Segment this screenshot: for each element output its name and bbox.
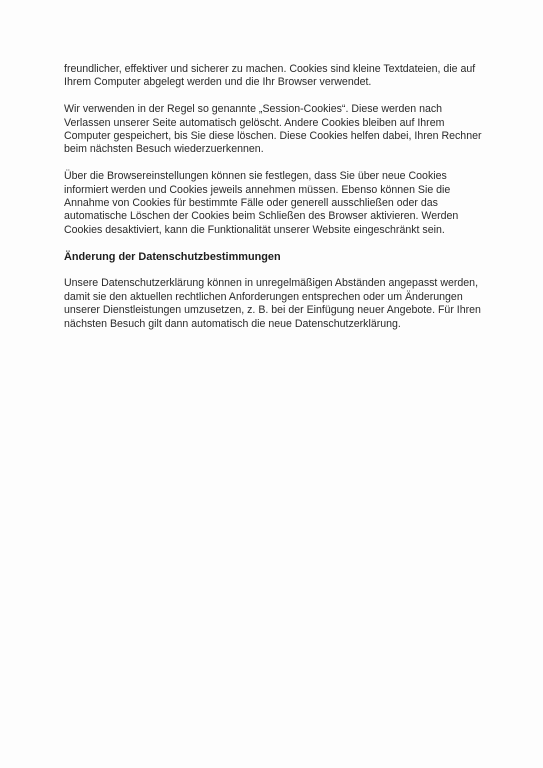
section-heading: Änderung der Datenschutzbestimmungen <box>64 250 281 263</box>
document-body <box>64 63 488 344</box>
paragraph-session-cookies: Wir verwenden in der Regel so genannte „Session-Cookies“. Diese werden nach Verlassen unserer Seite automatisch gelöscht. Andere Cookies bleiben auf Ihrem Computer gespeichert, bis Sie diese löschen. Diese Cookies helfen dabei, Ihren Rechner beim nächsten Besuch wiederzuerkennen. <box>64 103 482 156</box>
paragraph-policy-changes: Unsere Datenschutzerklärung können in unregelmäßigen Abständen angepasst werden, damit sie den aktuellen rechtlichen Anforderungen entsprechen oder um Änderungen unserer Dienstleistungen umzusetzen, z. B. bei der Einfügung neuer Angebote. Für Ihren nächsten Besuch gilt dann automatisch die neue Datenschutzerklärung. <box>64 277 481 330</box>
paragraph-cookies-intro: freundlicher, effektiver und sicherer zu machen. Cookies sind kleine Textdateien, die auf Ihrem Computer abgelegt werden und die Ihr Browser verwendet. <box>64 63 476 89</box>
paragraph-browser-settings: Über die Browsereinstellungen können sie festlegen, dass Sie über neue Cookies informiert werden und Cookies jeweils annehmen müssen. Ebenso können Sie die Annahme von Cookies für bestimmte Fälle oder generell ausschließen oder das automatische Löschen der Cookies beim Schließen des Browser aktivieren. Werden Cookies desaktiviert, kann die Funktionalität unserer Website eingeschränkt sein. <box>64 170 459 236</box>
